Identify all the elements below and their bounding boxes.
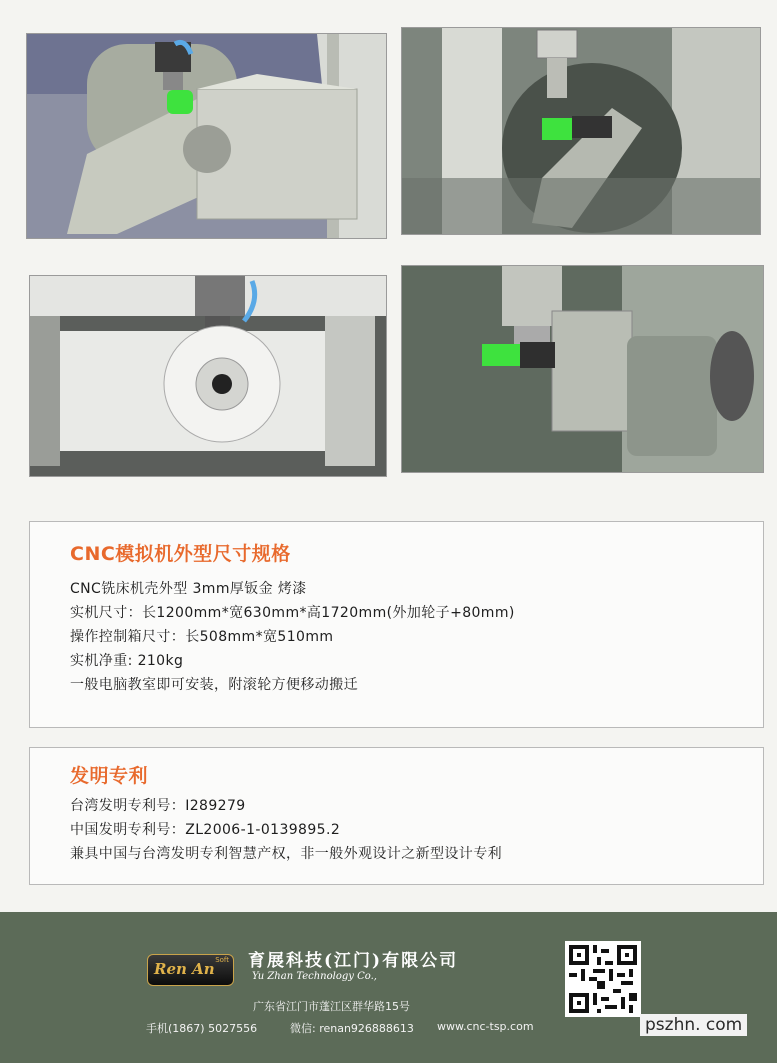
logo-text: Ren An (154, 960, 215, 978)
logo-sup: Soft (215, 956, 229, 964)
footer-band (0, 912, 777, 1063)
patent-section (29, 747, 764, 885)
spec-line: 实机尺寸：长1200mm*宽630mm*高1720mm(外加轮子+80mm) (70, 605, 515, 621)
patent-line: 兼具中国与台湾发明专利智慧产权，非一般外观设计之新型设计专利 (70, 846, 502, 862)
qr-code-icon (565, 941, 641, 1017)
spec-section (29, 521, 764, 728)
website-link[interactable]: www.cnc-tsp.com (437, 1020, 534, 1033)
spec-line: CNC铣床机壳外型 3mm厚钣金 烤漆 (70, 581, 307, 597)
company-name-en: Yu Zhan Technology Co., (252, 971, 377, 982)
patent-lines (70, 794, 502, 866)
spec-lines (70, 577, 515, 697)
watermark: pszhn. com (640, 1014, 747, 1036)
patent-line: 台湾发明专利号：I289279 (70, 798, 246, 814)
spec-line: 一般电脑教室即可安装，附滚轮方便移动搬迁 (70, 677, 358, 693)
patent-line: 中国发明专利号：ZL2006-1-0139895.2 (70, 822, 341, 838)
spec-line: 操作控制箱尺寸：长508mm*宽510mm (70, 629, 334, 645)
machine-render-1 (26, 33, 387, 239)
patent-title: 发明专利 (70, 765, 149, 787)
company-address: 广东省江门市蓬江区群华路15号 (253, 1000, 410, 1013)
spec-line: 实机净重: 210kg (70, 653, 184, 669)
phone-number: 手机(1867) 5027556 (146, 1022, 258, 1035)
spec-title: CNC模拟机外型尺寸规格 (70, 543, 291, 565)
wechat-id: 微信: renan926888613 (290, 1022, 414, 1035)
machine-render-4 (401, 265, 764, 473)
machine-render-3 (29, 275, 387, 477)
machine-render-2 (401, 27, 761, 235)
company-name-cn: 育展科技(江门)有限公司 (248, 951, 459, 971)
company-logo (147, 954, 234, 986)
